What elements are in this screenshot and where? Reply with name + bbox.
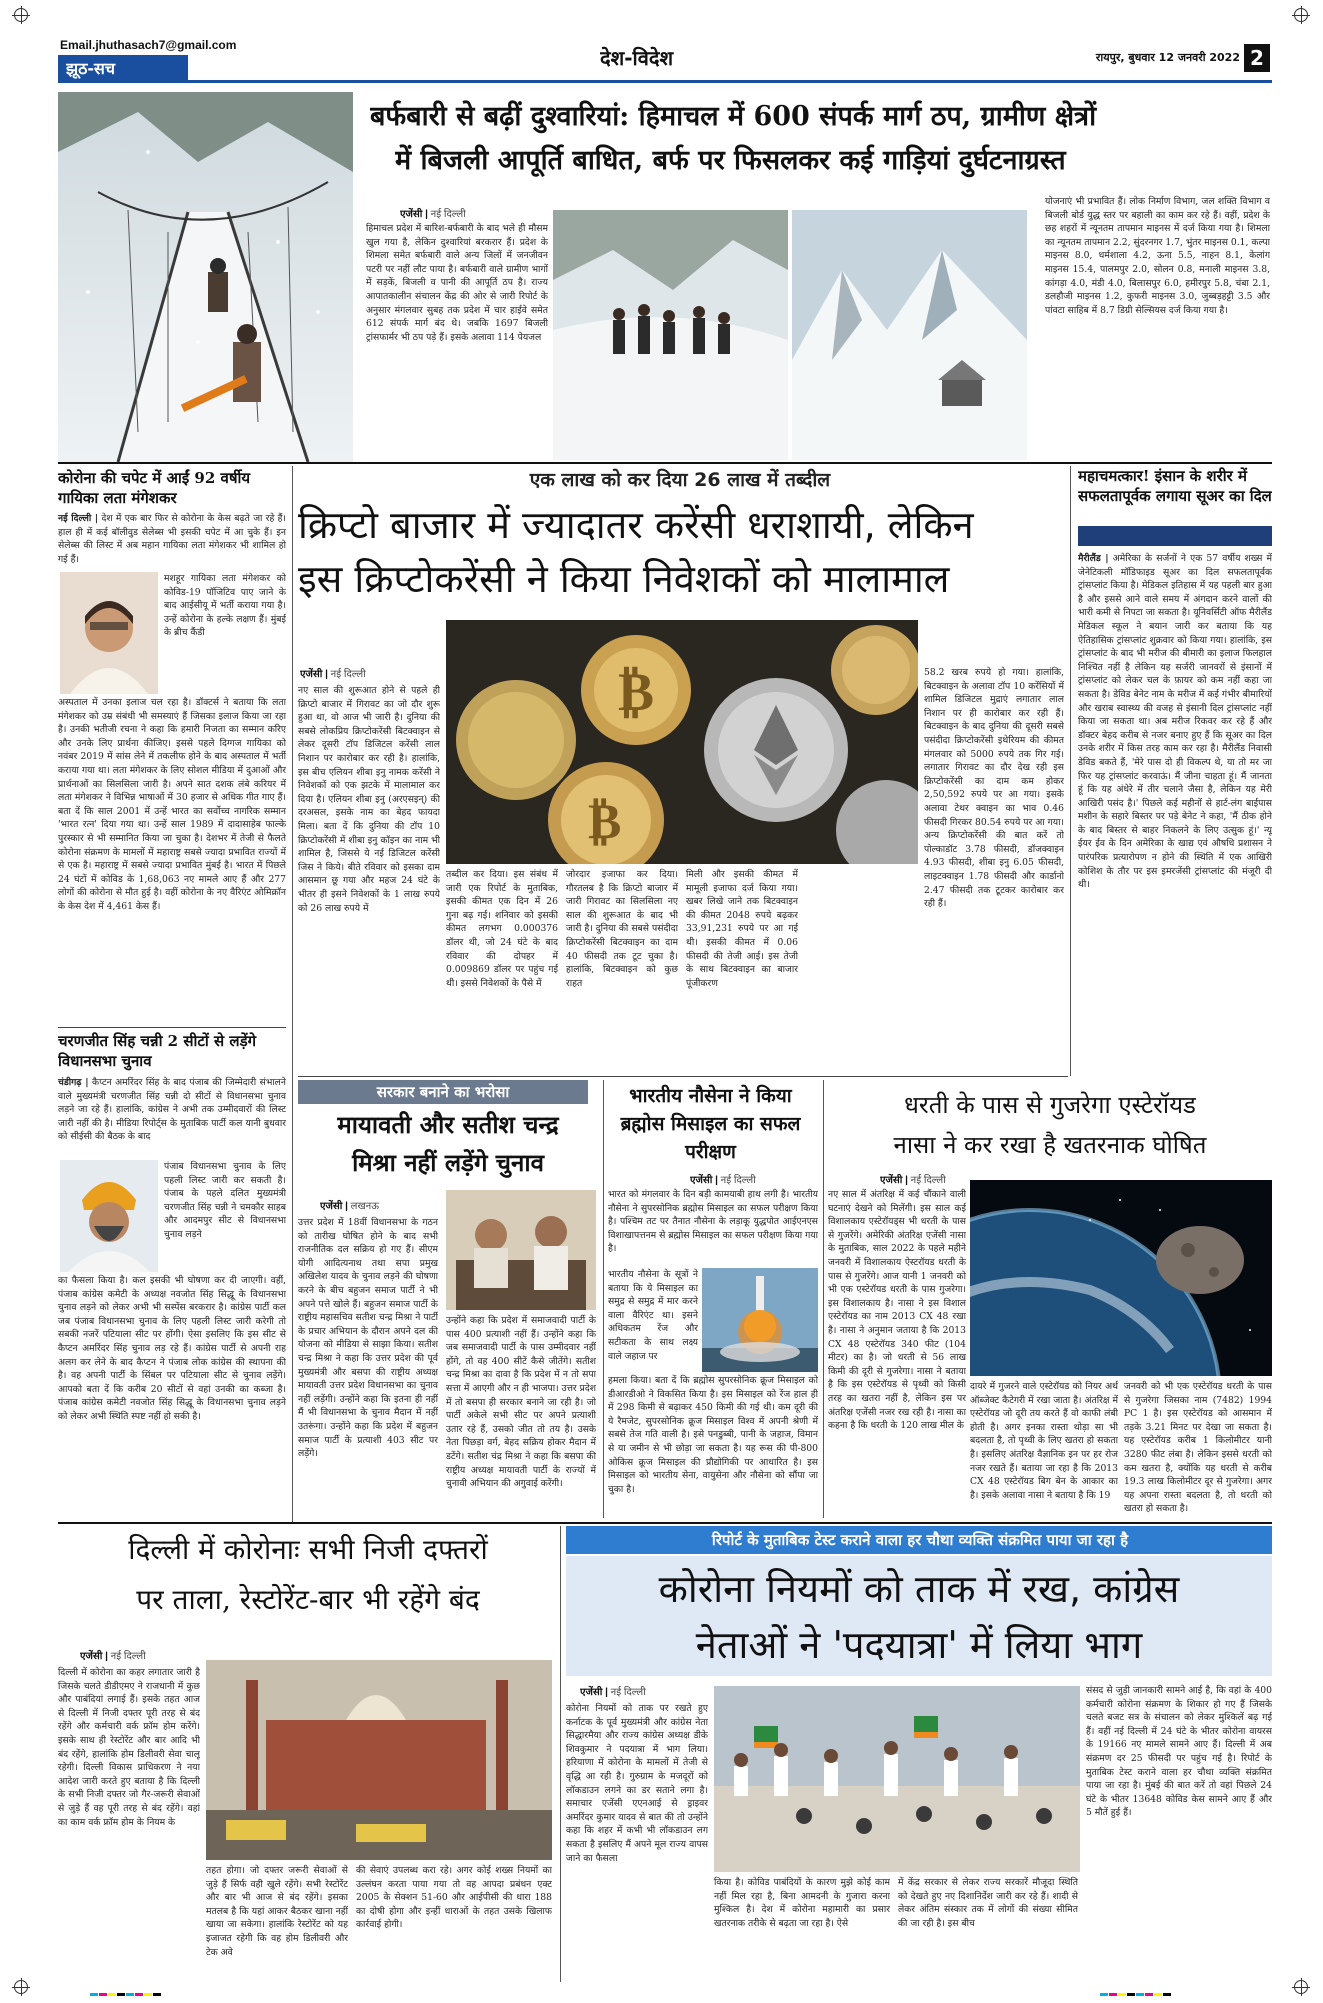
congress-kicker: रिपोर्ट के मुताबिक टेस्ट कराने वाला हर चौथा व्यक्ति संक्रमित पाया जा रहा है xyxy=(711,1531,1129,1549)
registration-mark-top-right xyxy=(1294,8,1308,22)
lata-headline: कोरोना की चपेट में आईं 92 वर्षीय गायिका लता मंगेशकर xyxy=(58,469,251,507)
dateline: रायपुर, बुधवार 12 जनवरी 2022 xyxy=(1095,51,1240,64)
asteroid-column-1: नए साल में अंतरिक्ष में कई चौंकाने वाली घटनाएं देखने को मिलेंगी। इस साल कई विशालकाय एस्टेरॉयड्स भी धरती के पास से गुजरेंगे। अमेरिकी अंतरिक्ष एजेंसी नासा के मुताबिक, साल 2022 के पहले महीने जनवरी में विशालकाय ऐस्टरॉयड धरती के पास से गुजरेंगे। आज यानी 1 जनवरी को भी एक एस्टेरॉयड धरती के पास गुजरेगा। इस विशालकाय है। नासा ने इस विशाल एस्टेरॉयड का नाम 2013 CX 48 रखा है। नासा ने अनुमान जताया है कि 2013 CX 48 एस्टेरॉयड 340 फीट (104 मीटर) का है। जो धरती से 56 लाख किमी की दूरी से गुजरेगा। नासा ने बताया है कि इस एस्टेरॉयड से पृथ्वी को किसी तरह का खतरा नहीं है, लेकिन इस पर अंतरिक्ष एजेंसी नजर रख रही है। नासा का कहना है कि धरती के 120 लाख मील के xyxy=(828,1189,966,1432)
delhi-right-divider xyxy=(560,1526,561,1982)
brahmos-byline: एजेंसी | नई दिल्ली xyxy=(690,1175,756,1186)
asteroid-column-3: जनवरी को भी एक एस्टेरॉयड धरती के पास से गुजरेगा जिसका नाम (7482) 1994 PC 1 है। इस एस्टेरॉयड को आसमान में तड़के 3.21 मिनट पर देखा जा सकता है। यह एस्टेरॉयड करीब 1 किलोमीटर यानी 3280 फीट लंबा है। लेकिन इससे धरती को कम खतरा है, क्योंकि यह धरती से करीब 19.3 लाख किलोमीटर दूर से गुजरेगा। अगर यह अपना रास्ता बदलता है, तो धरती को खतरा हो सकता है। xyxy=(1124,1381,1272,1515)
congress-column-2: किया है। कोविड पाबंदियों के कारण मुझे कोई काम नहीं मिल रहा है, बिना आमदनी के गुजारा करना मुश्किल है। देश में कोरोना महामारी का प्रसार खतरनाक तरीके से बढ़ता जा रहा है। ऐसे xyxy=(714,1877,890,1929)
asteroid-byline: एजेंसी | नई दिल्ली xyxy=(880,1175,946,1186)
mayawati-byline: एजेंसी | लखनऊ xyxy=(320,1201,380,1212)
middle-bottom-rule xyxy=(58,1522,1272,1524)
congress-column-4: संसद से जुड़ी जानकारी सामने आई है, कि वहां के 400 कर्मचारी कोरोना संक्रमण के शिकार हो गए हैं जिसके चलते बजट सत्र के संचालन को लेकर मुश्किलें बढ़ गई हैं। वहीं नई दिल्ली में 24 घंटे के भीतर कोरोना वायरस के 19166 नए मामले सामने आए हैं। दिल्ली में अब संक्रमण दर 25 फीसदी पर पहुंच गई है। रिपोर्ट के मुताबिक टेस्ट कराने वाला हर चौथा व्यक्ति संक्रमित पाया जा रहा है। मुंबई की बात करें तो वहां पिछले 24 घंटे के भीतर 13648 कोविड केस सामने आए हैं और 5 मौतें हुई हैं। xyxy=(1086,1685,1272,1819)
registration-mark-bottom-left xyxy=(14,1980,28,1994)
asteroid-column-2: दायरे में गुजरने वाले एस्टेरॉयड को नियर अर्थ ऑब्जेक्ट कैटेगरी में रखा जाता है। अंतरिक्ष में एस्टेरॉयड जो दूरी तय करते हैं वो काफी लंबी होती है। अगर इनका रास्ता थोड़ा सा भी बदलता है, तो पृथ्वी के लिए खतरा हो सकता है। इसलिए अंतरिक्ष वैज्ञानिक इन पर हर रोज नजर रखते हैं। बताया जा रहा है कि 2013 CX 48 एस्टेरॉयड बिग बेन के आकार का है। इसके अलावा नासा ने बताया है कि 19 xyxy=(970,1381,1118,1501)
crypto-coins-photo xyxy=(446,620,918,864)
crypto-column-3: जोरदार इजाफा कर दिया। गौरतलब है कि क्रिप्टो बाजार में जारी गिरावट का सिलसिला नए साल की शुरूआत के बाद भी जारी है। दुनिया की सबसे पसंदीदा क्रिप्टोकरेंसी बिटक्वाइन का दाम 40 फीसदी तक टूट चुका है। हालांकि, बिटक्वाइन को कुछ राहत xyxy=(566,869,678,989)
channi-headline: चरणजीत सिंह चन्नी 2 सीटों से लड़ेंगे विधानसभा चुनाव xyxy=(58,1032,257,1070)
color-bar-right xyxy=(1100,1986,1230,1996)
brahmos-right-divider xyxy=(823,1080,824,1518)
lata-place: नई दिल्ली | xyxy=(58,513,99,524)
page-number-badge: 2 xyxy=(1244,44,1270,72)
delhi-column-3: की सेवाएं उपलब्ध करा रहे। अगर कोई शख्स नियमों का उल्लंघन करता पाया गया तो वह आपदा प्रबंधन एक्ट 2005 के सेक्शन 51-60 और आईपीसी की धारा 188 का दोषी होगा और इन्हीं धाराओं के तहत उसके खिलाफ कार्रवाई होगी। xyxy=(356,1865,552,1931)
brahmos-text-top: भारत को मंगलवार के दिन बड़ी कामयाबी हाथ लगी है। भारतीय नौसेना ने सुपरसोनिक ब्रह्मोस मिसाइल का सफल परीक्षण किया है। पश्चिम तट पर तैनात नौसेना के लड़ाकू युद्धपोत आईएनएस विशाखापत्तनम से ब्रह्मोस मिसाइल का सफल परीक्षण किया गया है। xyxy=(608,1189,818,1255)
heart-text: मैरीलैंड | अमेरिका के सर्जनों ने एक 57 वर्षीय शख्स में जेनेटिकली मॉडिफाइड सूअर का दिल सफलतापूर्वक ट्रांसप्लांट किया है। मेडिकल इतिहास में यह पहली बार हुआ है और इससे आने वाले समय में अंगदान करने वालों की भारी कमी से निपटा जा सकता है। यूनिवर्सिटी ऑफ मैरीलैंड मेडिकल स्कूल ने बयान जारी कर बताया कि यह ऐतिहासिक ट्रांसप्लांट शुक्रवार को किया गया। हालांकि, इस ट्रांसप्लांट के बाद भी मरीज की बीमारी का इलाज फिलहाल निश्चित नहीं है लेकिन यह सर्जरी जानवरों से इंसानों में ट्रांसप्लांट को लेकर चल के फ़ायर को कम नहीं कहा जा सकता है। डेविड बेनेट नाम के मरीज में कई गंभीर बीमारियों और खराब स्वास्थ्य की वजह से इंसानी दिल ट्रांसप्लांट नहीं किया जा सकता था। अब मरीज रिकवर कर रहे हैं और डॉक्टर बेहद करीब से नजर बनाए हुए हैं कि सूअर का दिल उनके शरीर में किस तरह काम कर रहा है। मैरीलैंड निवासी डेविड बकते हैं, 'मेरे पास दो ही विकल्प थे, या तो मर जा फिर यह ट्रांसप्लांट करवाऊं। मैं जीना चाहता हूं। मैं जानता हूं कि यह अंधेरे में तीर चलाने जैसा है, लेकिन यह मेरी आखिरी पसंद है।' पिछले कई महीनों से हार्ट-लंग बाईपास मशीन के सहारे बिस्तर पर पड़े बेनेट ने कहा, 'मैं ठीक होने के बाद बिस्तर से बाहर निकलने के लिए उत्सुक हूं।' न्यू ईयर ईव के दिन अमेरिका के खाद्य एवं औषधि प्रशासन ने पारंपरिक प्रत्यारोपण न होने की स्थिति में एक आखिरी कोशिश के तौर पर इस इमरजेंसी ट्रांसप्लांट की मंजूरी दी थी। xyxy=(1078,553,1272,891)
congress-byline: एजेंसी | नई दिल्ली xyxy=(580,1687,646,1698)
congress-column-3: में केंद्र सरकार से लेकर राज्य सरकारें मौजूदा स्थिति को देखते हुए नए दिशानिर्देश जारी कर रहे हैं। शादी से लेकर अंतिम संस्कार तक में लोगों की संख्या सीमित की जा रही है। इस बीच xyxy=(898,1877,1078,1929)
svg-text:₿: ₿ xyxy=(618,660,655,723)
snow-bottom-rule xyxy=(58,462,1272,464)
crypto-bottom-rule xyxy=(298,1076,1068,1077)
crypto-column-4: मिली और इसकी कीमत में मामूली इजाफा दर्ज किया गया। खबर लिखे जाने तक बिटक्वाइन की कीमत 2048 रुपये बढ़कर 33,91,231 रुपये पर आ गई थी। इसकी कीमत में 0.06 फीसदी की तेजी आई। इस तेजी के साथ बिटक्वाइन का बाजार पूंजीकरण xyxy=(686,869,798,989)
snow-column-2: योजनाएं भी प्रभावित हैं। लोक निर्माण विभाग, जल शक्ति विभाग व बिजली बोर्ड युद्ध स्तर पर बहाली का काम कर रहे हैं। वहीं, प्रदेश के छह शहरों में न्यूनतम तापमान माइनस में दर्ज किया गया है। शिमला का न्यूनतम तापमान 2.2, सुंदरनगर 1.7, भुंतर माइनस 0.1, कल्पा माइनस 8.0, धर्मशाला 4.2, ऊना 5.5, नाहन 8.1, केलांग माइनस 15.4, पालमपुर 2.0, सोलन 0.8, मनाली माइनस 3.8, कांगड़ा 4.0, मंडी 4.0, बिलासपुर 6.0, हमीरपुर 5.8, चंबा 2.1, डलहौजी माइनस 1.2, कुफरी माइनस 3.0, जुब्बड़हट्टी 3.5 और पांवटा साहिब में 8.7 डिग्री सेल्सियस दर्ज किया गया है। xyxy=(1045,196,1270,316)
asteroid-headline-1: धरती के पास से गुजरेगा एस्टेरॉयड xyxy=(904,1091,1196,1119)
heart-place: मैरीलैंड | xyxy=(1078,553,1109,564)
heart-headline-band xyxy=(1078,526,1272,546)
heart-headline: महाचमत्कार! इंसान के शरीर में सफलतापूर्वक लगाया सूअर का दिल xyxy=(1078,467,1272,505)
snow-headline-2: में बिजली आपूर्ति बाधित, बर्फ पर फिसलकर कई गाड़ियां दुर्घटनाग्रस्त xyxy=(395,145,1066,176)
channi-text-top: चंडीगढ़ | कैप्टन अमरिंदर सिंह के बाद पंजाब की जिम्मेदारी संभालने वाले मुख्यमंत्री चरणजीत सिंह चन्नी दो सीटों से विधानसभा चुनाव लड़ने जा रहे हैं। हालांकि, कांग्रेस ने अभी तक उम्मीदवारों की लिस्ट जारी नहीं की है। मीडिया रिपोर्ट्स के मुताबिक पार्टी कल यानी बुधवार को सीईसी की बैठक के बाद xyxy=(58,1077,286,1143)
crypto-headline-1: क्रिप्टो बाजार में ज्यादातर करेंसी धराशायी, लेकिन xyxy=(298,503,974,547)
lata-text-top: नई दिल्ली | देश में एक बार फिर से कोरोना के केस बढ़ते जा रहे हैं। हाल ही में कई बॉलीवुड सेलेब्स भी इसकी चपेट में आ चुके हैं। इन सेलेब्स की लिस्ट में अब महान गायिका लता मंगेशकर भी शामिल हो गई हैं। xyxy=(58,513,286,565)
delhi-mosque-photo xyxy=(206,1660,552,1860)
channi-text-side: पंजाब विधानसभा चुनाव के लिए पहली लिस्ट जारी कर सकती है। पंजाब के पहले दलित मुख्यमंत्री चरणजीत सिंह चन्नी ने चमकौर साहब और आदमपुर सीट से विधानसभा चुनाव लड़ने xyxy=(164,1161,286,1240)
registration-mark-top-left xyxy=(14,8,28,22)
crypto-column-5: 58.2 खरब रुपये हो गया। हालांकि, बिटक्वाइन के अलावा टॉप 10 करेंसियों में शामिल डिजिटल मुद्राएं लगातार लाल निशान पर ही कारोबार कर रही हैं। बिटक्वाइन के बाद दुनिया की दूसरी सबसे पसंदीदा क्रिप्टोकरेंसी इथेरियम की कीमत मंगलवार को 5000 रुपये तक गिर गई। लगातार गिरावट का दौर देख रही इस क्रिप्टोकरेंसी का दाम कम होकर 2,50,592 रुपये पर आ गया। इसके अलावा टेथर क्वाइन का भाव 0.46 फीसदी गिरकर 80.54 रुपये पर आ गया। अन्य क्रिप्टोकरेंसी की बात करें तो पोल्काडॉट 3.78 फीसदी, डॉजक्वाइन 4.93 फीसदी, शीबा इनु 6.05 फीसदी, लाइटक्वाइन 1.78 फीसदी और कार्डानो 2.47 फीसदी तक टूटकर कारोबार कर रही हैं। xyxy=(924,667,1064,910)
crypto-column-1: नए साल की शुरूआत होने से पहले ही क्रिप्टो बाजार में गिरावट का जो दौर शुरू हुआ था, वो आज भी जारी है। दुनिया की सबसे लोकप्रिय क्रिप्टोकरेंसी बिटक्वाइन से लेकर दूसरी टॉप डिजिटल करेंसी लाल निशान पर कारोबार कर रही है। हालांकि, इस बीच एलियन शीबा इनु नामक करेंसी ने निवेशकों को एक झटके में मालामाल कर दिया है। एलियन शीबा इनु (अरएसइन्) की दरअसल, इसके नाम का बेहद फायदा मिला। बता दें कि दुनिया की टॉप 10 क्रिप्टोकरेंसी में शीबा इनु कॉइन का नाम भी शामिल है, जिससे ये नई डिजिटल करेंसी जिस ने किये। बीते रविवार को इसका दाम आसमान छू गया और महज 24 घंटे के भीतर ही इसने निवेशकों के 1 लाख रुपये को 26 लाख रुपये में xyxy=(298,685,440,914)
congress-rally-photo xyxy=(714,1686,1080,1872)
lata-text-bottom: अस्पताल में उनका इलाज चल रहा है। डॉक्टर्स ने बताया कि लता मंगेशकर को उम्र संबंधी भी समस्याएं हैं जिसका इलाज किया जा रहा है। उनकी भतीजी रचना ने कहा कि हमारी निजता का सम्मान करिए और उनके लिए प्रार्थना कीजिए। इससे पहले दिग्गज गायिका को नवंबर 2019 में सांस लेने में तकलीफ होने के बाद अस्पताल में भर्ती कराया गया था। लता मंगेशकर के लिए सोशल मीडिया में दुआओं और प्रार्थनाओं का सिलसिला जारी है। अपने सात दशक लंबे करियर में लता मंगेशकर ने विभिन्न भाषाओं में 30 हजार से अधिक गीत गाए हैं। बता दें कि साल 2001 में उन्हें भारत का सर्वोच्च नागरिक सम्मान 'भारत रत्न' दिया गया था। उन्हें साल 1989 में दादासाहेब फाल्के पुरस्कार से भी सम्मानित किया जा चुका है। देशभर में तेजी से फैलते कोरोना संक्रमण के मामलों में महाराष्ट्र सबसे ज्यादा प्रभावित राज्यों में से एक है। महाराष्ट्र में सबसे ज्यादा प्रभावित मुंबई है। भारत में पिछले 24 घंटों में कोविड के 1,68,063 नए मामले आए हैं और 277 लोगों की कोरोना से मौत हुई है। वहीं कोरोना के नए वैरिएंट ओमिक्रॉन के केस देश में 4,461 केस हैं। xyxy=(58,697,286,912)
mayawati-kicker: सरकार बनाने का भरोसा xyxy=(376,1083,510,1101)
brahmos-headline: भारतीय नौसेना ने किया ब्रह्मोस मिसाइल का सफल परीक्षण xyxy=(620,1085,801,1163)
delhi-headline-2: पर ताला, रेस्टोरेंट-बार भी रहेंगे बंद xyxy=(136,1583,480,1616)
lata-text-side: मशहूर गायिका लता मंगेशकर को कोविड-19 पॉजिटिव पाए जाने के बाद आईसीयू में भर्ती कराया गया है। उन्हें कोरोना के हल्के लक्षण हैं। मुंबई के ब्रीच कैंडी xyxy=(164,573,286,639)
crypto-headline-2: इस क्रिप्टोकरेंसी ने किया निवेशकों को मालामाल xyxy=(298,557,950,601)
mayawati-photo xyxy=(446,1190,596,1310)
brahmos-missile-photo xyxy=(702,1268,818,1372)
email-address: Email.jhuthasach7@gmail.com xyxy=(60,38,237,52)
mayawati-column-2: उन्होंने कहा कि प्रदेश में समाजवादी पार्टी के पास 400 प्रत्याशी नहीं हैं। उन्होंने कहा कि जब समाजवादी पार्टी के पास उम्मीदवार नहीं होंगे, तो वह 400 सीटें कैसे जीतेंगे। सतीश चन्द्र मिश्रा का दावा है कि प्रदेश में न तो सपा सत्ता में आएगी और न ही भाजपा। उत्तर प्रदेश में तो बसपा ही सरकार बनाने जा रही है। जो पार्टी अकेले सभी सीट पर अपने प्रत्याशी उतार रहे हैं, उसको जीत तो तय है। उसके नेता पिछड़ा वर्ग, बेहद सक्रिय होकर मैदान में डटेंगे। सतीश चंद्र मिश्रा ने कहा कि बसपा की राष्ट्रीय अध्यक्ष मायावती पार्टी के राज्यों में चुनावी अभियान की अगुवाई करेंगी। xyxy=(446,1315,596,1490)
color-bar xyxy=(90,1986,220,1996)
snow-people-photo xyxy=(553,210,788,460)
lata-bottom-rule xyxy=(58,1027,286,1028)
section-title: देश-विदेश xyxy=(600,46,674,70)
channi-photo xyxy=(60,1160,158,1272)
masthead-title: झूठ-सच xyxy=(66,59,116,78)
crypto-column-2: तब्दील कर दिया। इस संबंध में जारी एक रिपोर्ट के मुताबिक, इसकी कीमत एक दिन में 26 गुना बढ़ गई। शनिवार को इसकी कीमत लगभग 0.000376 डॉलर थी, जो 24 घंटे के बाद रविवार की दोपहर में 0.009869 डॉलर पर पहुंच गई थी। इससे निवेशकों के पैसे में xyxy=(446,869,558,989)
brahmos-text-bottom: हमला किया। बता दें कि ब्रह्मोस सुपरसोनिक क्रूज मिसाइल को डीआरडीओ ने विकसित किया है। इस मिसाइल को रेंज हाल ही में 298 किमी से बढ़ाकर 450 किमी की गई थी। कम दूरी की ये रैमजेट, सुपरसोनिक क्रूज मिसाइल विश्व में अपनी श्रेणी में सबसे तेज गति वाली है। इसे पनडुब्बी, पानी के जहाज, विमान से या जमीन से भी छोड़ा जा सकता है। यह रूस की पी-800 ओकिस क्रूज मिसाइल की प्रौद्योगिकी पर आधारित है। इस मिसाइल को भारतीय सेना, वायुसेना और नौसेना को सौंपा जा चुका है। xyxy=(608,1375,818,1495)
snow-byline: एजेंसी | नई दिल्ली xyxy=(400,209,466,220)
snow-headline-1: बर्फबारी से बढ़ीं दुश्वारियां: हिमाचल में 600 संपर्क मार्ग ठप, ग्रामीण क्षेत्रों xyxy=(370,101,1097,132)
channi-text-bottom: का फैसला किया है। कल इसकी भी घोषणा कर दी जाएगी। वहीं, पंजाब कांग्रेस कमेटी के अध्यक्ष नवजोत सिंह सिद्धू के विधानसभा चुनाव लड़ने को लेकर अभी भी सस्पेंस बरकरार है। कांग्रेस पार्टी कल जब पंजाब विधानसभा चुनाव के लिए पहली लिस्ट जारी करेगी तो सबकी नजरें पटियाला सीट पर होंगी। ऐसा इसलिए कि इस सीट से कैप्टन अमरिंदर सिंह चुनाव लड़ रहे हैं। कांग्रेस पार्टी से अपनी राह अलग कर लेने के बाद कैप्टन ने पंजाब लोक कांग्रेस की स्थापना की है। वह अपनी पार्टी के सिंबल पर पटियाला सीट से चुनाव लड़ेंगे। आपको बता दें कि करीब 20 सीटों से वहां उनकी का कब्जा है। पंजाब कांग्रेस कमेटी नवजोत सिंह सिद्धू के विधानसभा चुनाव लड़ने को लेकर अभी स्थिति स्पष्ट नहीं हो सकी है। xyxy=(58,1275,286,1422)
mayawati-column-1: उत्तर प्रदेश में 18वीं विधानसभा के गठन को तारीख घोषित होने के बाद सभी राजनीतिक दल सक्रिय हो गए हैं। सीएम योगी आदित्यनाथ तथा सपा प्रमुख अखिलेश यादव के चुनाव लड़ने की घोषणा करने के बीच बहुजन समाज पार्टी ने भी अपने पत्ते खोले हैं। बहुजन समाज पार्टी के राष्ट्रीय महासचिव सतीश चन्द्र मिश्रा ने पार्टी के प्रचार अभियान के दौरान अपने दल की योजना को मीडिया से साझा किया। सतीश चन्द्र मिश्रा ने कहा कि उत्तर प्रदेश की पूर्व मुख्यमंत्री और बसपा की राष्ट्रीय अध्यक्ष मायावती उत्तर प्रदेश विधानसभा का चुनाव नहीं लड़ेंगी। उन्होंने कहा कि इतना ही नहीं मैं भी विधानसभा के चुनाव मैदान में नहीं उतरूंगा। उन्होंने कहा कि प्रदेश में बहुजन समाज पार्टी के प्रत्याशी 403 सीट पर लड़ेंगे। xyxy=(298,1217,438,1460)
mayawati-headline-2: मिश्रा नहीं लड़ेंगे चुनाव xyxy=(352,1148,544,1177)
snow-column-1: हिमाचल प्रदेश में बारिश-बर्फबारी के बाद भले ही मौसम खुल गया है, लेकिन दुश्वारियां बरकरार हैं। प्रदेश के शिमला समेत बर्फबारी वाले अन्य जिलों में जनजीवन पटरी पर नहीं लौट पाया है। बर्फबारी वाले ग्रामीण भागों में सड़कें, बिजली व पानी की आपूर्ति ठप है। राज्य आपातकालीन संचालन केंद्र की ओर से जारी रिपोर्ट के अनुसार मंगलवार सुबह तक प्रदेश में चार हाईवे समेत 612 संपर्क मार्ग बंद थे। जबकि 1697 बिजली ट्रांसफार्मर भी ठप पड़े हैं। इसके अलावा 114 पेयजल xyxy=(366,223,548,343)
snow-bridge-photo xyxy=(58,92,353,462)
registration-mark-bottom-right xyxy=(1294,1980,1308,1994)
asteroid-photo xyxy=(970,1180,1272,1376)
svg-text:₿: ₿ xyxy=(588,792,622,850)
crypto-right-divider xyxy=(1070,466,1071,1076)
asteroid-headline-2: नासा ने कर रखा है खतरनाक घोषित xyxy=(893,1131,1207,1159)
header-rule xyxy=(58,80,1272,83)
snow-mountain-photo xyxy=(792,210,1027,460)
crypto-kicker: एक लाख को कर दिया 26 लाख में तब्दील xyxy=(529,469,831,491)
brahmos-text-side: भारतीय नौसेना के सूत्रों ने बताया कि ये मिसाइल का समुद्र से समुद्र में मार करने वाला वैरिएंट था। इसने अधिकतम रेंज और सटीकता के साथ लक्ष्य वाले जहाज पर xyxy=(608,1269,698,1362)
congress-column-1: कोरोना नियमों को ताक पर रखते हुए कर्नाटक के पूर्व मुख्यमंत्री और कांग्रेस नेता सिद्धारमैया और राज्य कांग्रेस अध्यक्ष डीके शिवकुमार ने पदयात्रा में भाग लिया। हरियाणा में कोरोना के मामलों में तेजी से वृद्धि आ रही है। गुरुग्राम के मजदूरों को लॉकडाउन लगने का डर सताने लगा है। समाचार एजेंसी एएनआई से ड्राइवर अमरिंदर कुमार यादव से बात की तो उन्होंने कहा कि शहर में कभी भी लॉकडाउन लग सकता है इसलिए मैं अपने मूल राज्य वापस जाने का फैसला xyxy=(566,1703,708,1864)
mayawati-headline-1: मायावती और सतीश चन्द्र xyxy=(337,1110,559,1139)
delhi-headline-1: दिल्ली में कोरोनाः सभी निजी दफ्तरों xyxy=(128,1533,488,1566)
delhi-column-1: दिल्ली में कोरोना का कहर लगातार जारी है जिसके चलते डीडीएमए ने राजधानी में कुछ और पाबंदियां लगाई हैं। इसके तहत आज से दिल्ली में निजी दफ्तर पूरी तरह से बंद रहेंगे और कर्मचारी वर्क फ्रॉम होम करेंगे। इसके साथ ही रेस्टोरेंट और बार आदि भी बंद रहेंगे, हालांकि होम डिलीवरी सेवा चालू रहेगी। दिल्ली विकास प्राधिकरण ने नया आदेश जारी करते हुए बताया है कि दिल्ली के सभी निजी दफ्तर जो गैर-जरूरी सेवाओं से जुड़े हैं वह पूरी तरह से बंद रहेंगे। वहां का काम वर्क फ्रॉम होम के नियम के xyxy=(58,1667,200,1828)
channi-place: चंडीगढ़ | xyxy=(58,1077,89,1088)
mayawati-right-divider xyxy=(603,1080,604,1518)
left-column-divider xyxy=(292,466,293,1522)
lata-photo xyxy=(60,572,158,694)
congress-headline-2: नेताओं ने 'पदयात्रा' में लिया भाग xyxy=(695,1623,1143,1667)
crypto-byline: एजेंसी | नई दिल्ली xyxy=(300,669,366,680)
delhi-column-2: तहत होगा। जो दफ्तर जरूरी सेवाओं से जुड़े हैं सिर्फ वही खुले रहेंगे। सभी रेस्टोरेंट और बार भी आज से बंद रहेंगे। इसका मतलब है कि यहां आकर बैठकर खाना नहीं खाया जा सकेगा। हालांकि रेस्टोरेंट को यह इजाजत रहेगी कि वह होम डिलीवरी और टेक अवे xyxy=(206,1865,348,1958)
congress-headline-1: कोरोना नियमों को ताक में रख, कांग्रेस xyxy=(658,1567,1180,1611)
delhi-byline: एजेंसी | नई दिल्ली xyxy=(80,1651,146,1662)
